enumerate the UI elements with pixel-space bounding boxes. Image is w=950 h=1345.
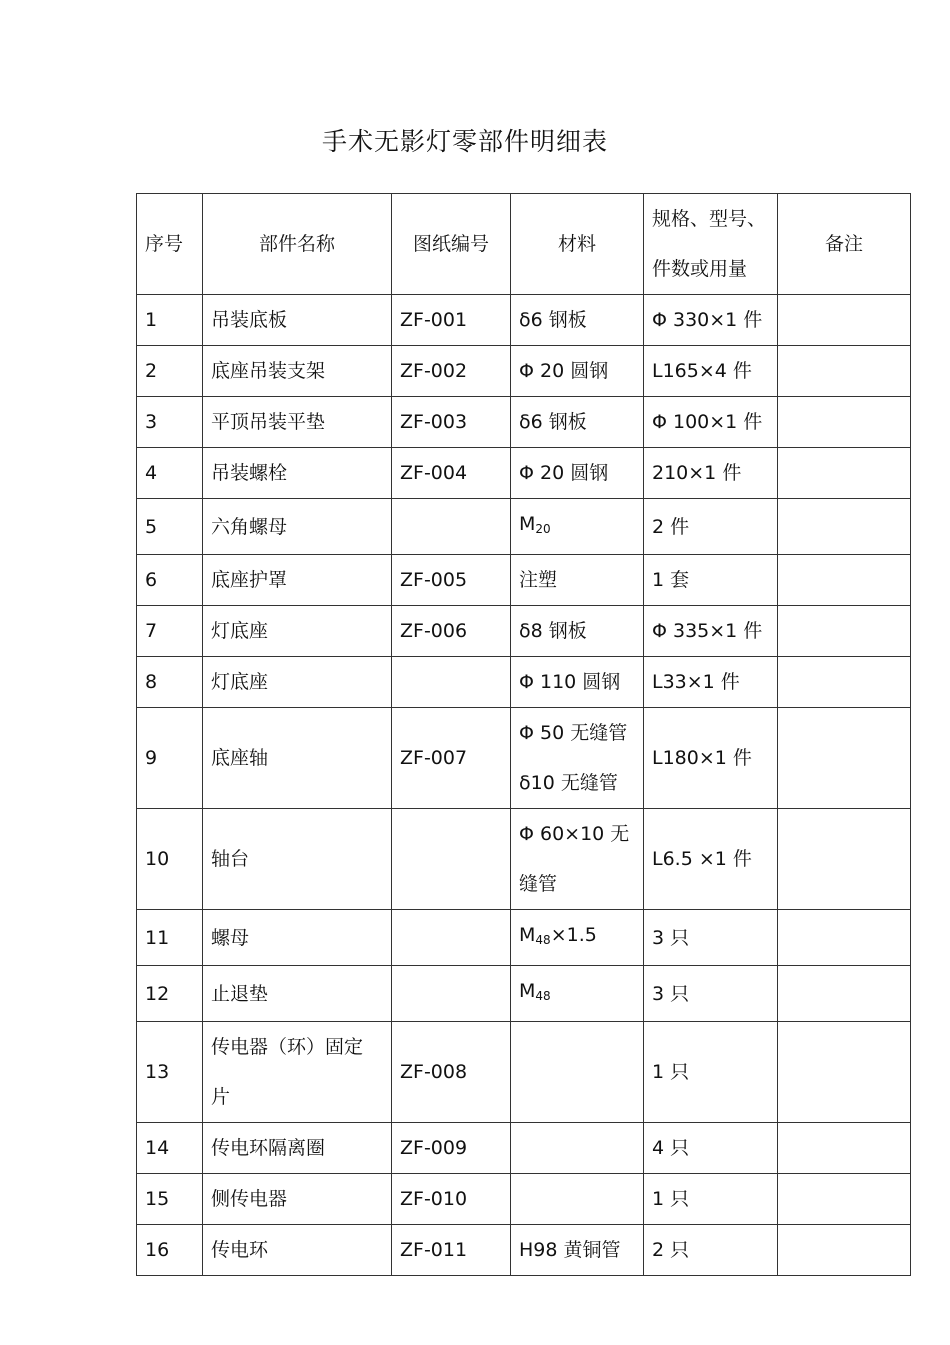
cell-seq: 11	[137, 910, 203, 966]
table-row	[137, 910, 911, 966]
cell-material: Φ 20 圆钢	[511, 346, 644, 397]
cell-name: 灯底座	[203, 606, 392, 657]
cell-material	[511, 809, 644, 910]
cell-spec: L180×1 件	[644, 708, 778, 809]
cell-seq: 12	[137, 966, 203, 1022]
table-row	[137, 966, 911, 1022]
cell-seq: 14	[137, 1123, 203, 1174]
cell-material	[511, 499, 644, 555]
cell-seq: 8	[137, 657, 203, 708]
cell-material: Φ 110 圆钢	[511, 657, 644, 708]
header-name: 部件名称	[203, 194, 392, 295]
cell-name: 底座轴	[203, 708, 392, 809]
cell-name: 止退垫	[203, 966, 392, 1022]
cell-drawing: ZF-002	[392, 346, 511, 397]
header-seq: 序号	[137, 194, 203, 295]
cell-remark	[778, 809, 911, 910]
table-row	[137, 555, 911, 606]
cell-remark	[778, 555, 911, 606]
cell-spec: Φ 330×1 件	[644, 295, 778, 346]
header-material: 材料	[511, 194, 644, 295]
cell-spec: 210×1 件	[644, 448, 778, 499]
cell-spec: L6.5 ×1 件	[644, 809, 778, 910]
material-line2: δ10 无缝管	[519, 772, 618, 794]
cell-drawing: ZF-001	[392, 295, 511, 346]
table-row	[137, 346, 911, 397]
cell-material: 注塑	[511, 555, 644, 606]
material-line2: 缝管	[519, 873, 558, 895]
parts-table	[136, 193, 911, 1276]
cell-drawing	[392, 910, 511, 966]
cell-drawing	[392, 809, 511, 910]
cell-spec: Φ 100×1 件	[644, 397, 778, 448]
table-row	[137, 295, 911, 346]
cell-drawing: ZF-007	[392, 708, 511, 809]
cell-name: 螺母	[203, 910, 392, 966]
cell-spec: L165×4 件	[644, 346, 778, 397]
cell-drawing: ZF-005	[392, 555, 511, 606]
material-subscript: 20	[535, 522, 551, 536]
cell-remark	[778, 397, 911, 448]
table-row	[137, 499, 911, 555]
cell-spec: 1 套	[644, 555, 778, 606]
cell-seq: 15	[137, 1174, 203, 1225]
cell-remark	[778, 346, 911, 397]
cell-name: 六角螺母	[203, 499, 392, 555]
cell-remark	[778, 448, 911, 499]
table-row	[137, 606, 911, 657]
cell-seq: 1	[137, 295, 203, 346]
table-row	[137, 1225, 911, 1276]
cell-name: 传电环	[203, 1225, 392, 1276]
cell-seq: 5	[137, 499, 203, 555]
header-spec	[644, 194, 778, 295]
cell-name	[203, 1022, 392, 1123]
table-row	[137, 657, 911, 708]
cell-spec: 4 只	[644, 1123, 778, 1174]
cell-remark	[778, 1225, 911, 1276]
cell-seq: 9	[137, 708, 203, 809]
cell-name: 底座吊装支架	[203, 346, 392, 397]
header-spec-line1: 规格、型号、	[652, 208, 767, 230]
cell-spec: 3 只	[644, 910, 778, 966]
cell-spec: 1 只	[644, 1174, 778, 1225]
table-row	[137, 1174, 911, 1225]
cell-remark	[778, 499, 911, 555]
cell-seq: 4	[137, 448, 203, 499]
cell-seq: 13	[137, 1022, 203, 1123]
material-subscript: 48	[535, 933, 551, 947]
cell-drawing: ZF-011	[392, 1225, 511, 1276]
cell-material	[511, 966, 644, 1022]
cell-material	[511, 910, 644, 966]
material-subscript: 48	[535, 989, 551, 1003]
cell-spec: 3 只	[644, 966, 778, 1022]
material-main: M	[519, 924, 536, 946]
cell-seq: 3	[137, 397, 203, 448]
cell-name: 轴台	[203, 809, 392, 910]
cell-spec: L33×1 件	[644, 657, 778, 708]
material-main: M	[519, 980, 536, 1002]
cell-remark	[778, 708, 911, 809]
cell-drawing	[392, 966, 511, 1022]
cell-remark	[778, 1022, 911, 1123]
cell-remark	[778, 657, 911, 708]
cell-material: H98 黄铜管	[511, 1225, 644, 1276]
cell-drawing: ZF-010	[392, 1174, 511, 1225]
cell-drawing: ZF-004	[392, 448, 511, 499]
name-line1: 传电器（环）固定	[211, 1036, 364, 1058]
cell-material	[511, 1174, 644, 1225]
cell-seq: 10	[137, 809, 203, 910]
cell-seq: 2	[137, 346, 203, 397]
cell-remark	[778, 910, 911, 966]
cell-material: δ8 钢板	[511, 606, 644, 657]
table-row	[137, 809, 911, 910]
header-drawing: 图纸编号	[392, 194, 511, 295]
material-main: M	[519, 513, 536, 535]
material-line1: Φ 50 无缝管	[519, 722, 628, 744]
table-row	[137, 448, 911, 499]
cell-name: 底座护罩	[203, 555, 392, 606]
cell-seq: 6	[137, 555, 203, 606]
cell-name: 吊装螺栓	[203, 448, 392, 499]
cell-seq: 7	[137, 606, 203, 657]
page-title: 手术无影灯零部件明细表	[321, 127, 608, 156]
name-line2: 片	[211, 1086, 231, 1108]
cell-material	[511, 708, 644, 809]
table-row	[137, 708, 911, 809]
cell-name: 平顶吊装平垫	[203, 397, 392, 448]
cell-remark	[778, 966, 911, 1022]
cell-spec: 2 件	[644, 499, 778, 555]
cell-drawing: ZF-006	[392, 606, 511, 657]
cell-remark	[778, 1174, 911, 1225]
cell-remark	[778, 1123, 911, 1174]
cell-material: δ6 钢板	[511, 295, 644, 346]
header-remark: 备注	[778, 194, 911, 295]
cell-spec: Φ 335×1 件	[644, 606, 778, 657]
material-tail: ×1.5	[550, 924, 597, 946]
cell-material	[511, 1123, 644, 1174]
cell-name: 灯底座	[203, 657, 392, 708]
cell-remark	[778, 295, 911, 346]
cell-spec: 2 只	[644, 1225, 778, 1276]
header-spec-line2: 件数或用量	[652, 258, 748, 280]
cell-seq: 16	[137, 1225, 203, 1276]
cell-drawing	[392, 657, 511, 708]
cell-drawing	[392, 499, 511, 555]
table-row	[137, 1123, 911, 1174]
cell-name: 传电环隔离圈	[203, 1123, 392, 1174]
cell-drawing: ZF-008	[392, 1022, 511, 1123]
cell-material	[511, 1022, 644, 1123]
cell-remark	[778, 606, 911, 657]
cell-drawing: ZF-009	[392, 1123, 511, 1174]
cell-spec: 1 只	[644, 1022, 778, 1123]
cell-material: Φ 20 圆钢	[511, 448, 644, 499]
cell-drawing: ZF-003	[392, 397, 511, 448]
cell-material: δ6 钢板	[511, 397, 644, 448]
material-line1: Φ 60×10 无	[519, 823, 630, 845]
table-row	[137, 397, 911, 448]
table-header-row	[137, 194, 911, 295]
table-row	[137, 1022, 911, 1123]
cell-name: 侧传电器	[203, 1174, 392, 1225]
cell-name: 吊装底板	[203, 295, 392, 346]
